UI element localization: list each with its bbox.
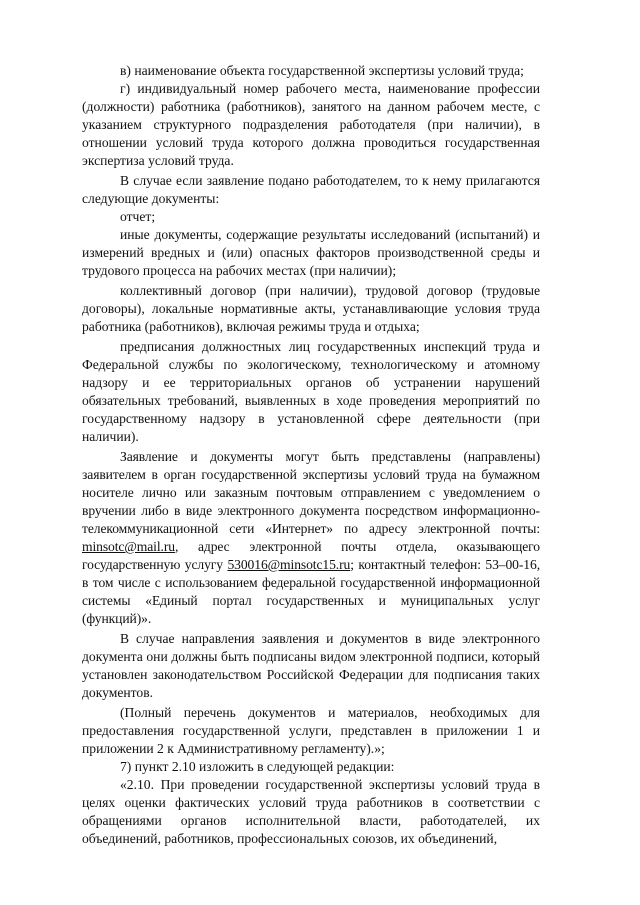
document-body (82, 62, 540, 848)
email-link-minsotc[interactable]: minsotc@mail.ru (82, 539, 175, 554)
paragraph-submission-methods: Заявление и документы могут быть представлены (направлены) заявителем в орган государственной экспертизы условий труда на бумажном носителе лично или заказным почтовым отправлением с уведомлением о вручении либо в виде электронного документа посредством информационно-телекоммуникационной сети «Интернет» по адресу электронной почты: minsotc@mail.ru, адрес электронной почты отдела, оказывающего государственную услугу 530016@minsotc15.ru; контактный телефон: 53–00-16, в том числе с использованием федеральной государственной информационной системы «Единый портал государственных и муниципальных услуг (функций)». (82, 449, 540, 626)
paragraph-employer-application: В случае если заявление подано работодателем, то к нему прилагаются следующие документы: (82, 173, 540, 206)
paragraph-workplace-number: г) индивидуальный номер рабочего места, наименование профессии (должности) работника (работников), занятого на данном рабочем месте, с указанием структурного подразделения работодателя (при наличии), в отношении условий труда которого должна проводиться государственная экспертиза условий труда. (82, 81, 540, 168)
paragraph-other-documents: иные документы, содержащие результаты исследований (испытаний) и измерений вредных и (или) опасных факторов производственной среды и трудового процесса на рабочих местах (при наличии); (82, 227, 540, 278)
paragraph-clause-2-10: «2.10. При проведении государственной экспертизы условий труда в целях оценки фактических условий труда работников в соответствии с обращениями органов исполнительной власти, работодателей, их объединений, работников, профессиональных союзов, их объединений, (82, 777, 540, 846)
paragraph-electronic-signature: В случае направления заявления и документов в виде электронного документа они должны быть подписаны видом электронной подписи, который установлен законодательством Российской Федерации для подписания таких документов. (82, 631, 540, 700)
paragraph-full-list-note: (Полный перечень документов и материалов, необходимых для предоставления государственной услуги, представлен в приложении 1 и приложении 2 к Административному регламенту).»; (82, 705, 540, 756)
paragraph-collective-agreement: коллективный договор (при наличии), трудовой договор (трудовые договоры), локальные нормативные акты, устанавливающие условия труда работника (работников), включая режимы труда и отдыха; (82, 283, 540, 334)
paragraph-report: отчет; (120, 209, 156, 224)
paragraph-object-name: в) наименование объекта государственной экспертизы условий труда; (120, 63, 524, 78)
paragraph-item-7: 7) пункт 2.10 изложить в следующей редакции: (120, 759, 395, 774)
paragraph-inspection-orders: предписания должностных лиц государственных инспекций труда и Федеральной службы по экологическому, технологическому и атомному надзору и ее территориальных органов об устранении нарушений обязательных требований, выявленных в ходе проведения мероприятий по государственному надзору в установленной сфере деятельности (при наличии). (82, 339, 540, 444)
email-link-department[interactable]: 530016@minsotc15.ru (227, 557, 351, 572)
